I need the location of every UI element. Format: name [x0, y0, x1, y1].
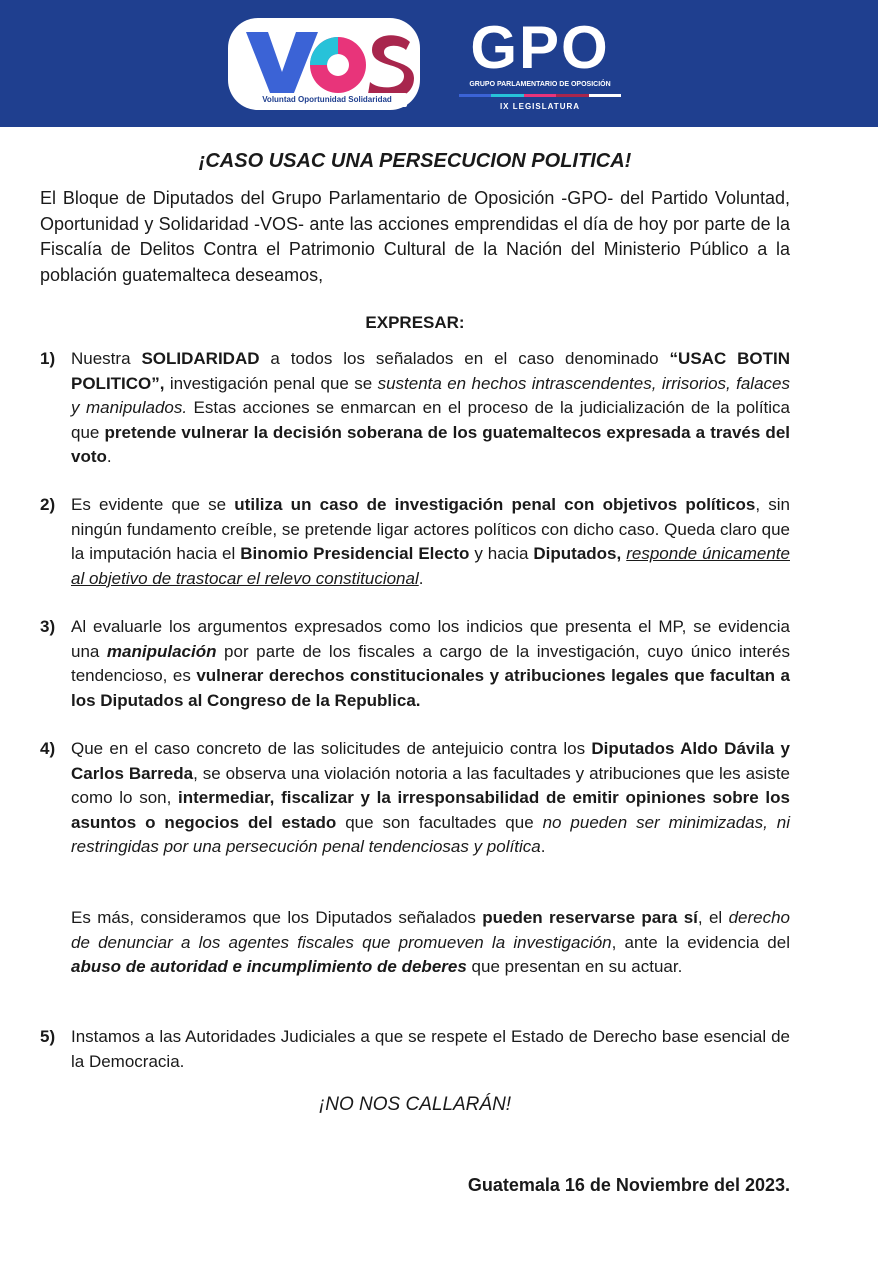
text-segment: . — [106, 447, 112, 466]
list-item-1 — [40, 347, 790, 470]
text-segment: abuso de autoridad e incumplimiento de deberes — [71, 957, 467, 976]
text-segment: . — [418, 568, 424, 588]
text-segment: no pueden ser minimizadas, ni restringidas por una persecución penal tendenciosas y política — [71, 812, 791, 856]
gpo-logo-text: GPO — [470, 14, 610, 81]
text-segment: manipulación — [106, 641, 217, 661]
text-segment: a todos los señalados en el caso denominado — [259, 349, 670, 368]
text-segment: pretende vulnerar la decisión soberana de los guatemaltecos expresada a través del voto — [71, 422, 790, 466]
item-number: 3) — [40, 617, 56, 636]
document-title: ¡CASO USAC UNA PERSECUCION POLITICA! — [198, 150, 632, 172]
expresar-heading: EXPRESAR: — [365, 313, 465, 332]
text-segment: responde únicamente al objetivo de trastocar el relevo constitucional — [71, 544, 790, 588]
list-item-4 — [40, 737, 790, 860]
text-segment: “USAC BOTIN POLITICO”, — [71, 349, 791, 393]
text-segment: derecho de denunciar a los agentes fiscales que promueven la investigación — [71, 908, 791, 952]
text-segment: Diputados, — [533, 544, 622, 563]
text-segment: Estas acciones se enmarcan en el proceso de la judicialización de la política que — [71, 398, 791, 442]
text-segment: pueden reservarse para sí — [482, 908, 698, 927]
closing-slogan: ¡NO NOS CALLARÁN! — [318, 1094, 512, 1115]
item-number: 1) — [40, 349, 56, 368]
text-segment: Instamos a las Autoridades Judiciales a que se respete el Estado de Derecho base esencial de la Democracia. — [71, 1027, 790, 1071]
item-number: 2) — [40, 495, 56, 514]
text-segment: que presentan en su actuar. — [466, 957, 683, 976]
date-line: Guatemala 16 de Noviembre del 2023. — [467, 1175, 790, 1195]
text-segment: , ante la evidencia del — [611, 932, 790, 952]
text-segment: investigación penal que se — [164, 373, 378, 393]
text-segment: Que en el caso concreto de las solicitudes de antejuicio contra los — [71, 739, 592, 758]
text-segment: Es más, consideramos que los Diputados señalados — [71, 908, 483, 927]
item-text — [71, 906, 790, 980]
text-segment: Nuestra — [71, 349, 142, 368]
list-item-5 — [40, 1025, 790, 1074]
item-text — [71, 493, 790, 591]
text-segment: Es evidente que se — [71, 495, 235, 514]
gpo-subtitle: GRUPO PARLAMENTARIO DE OPOSICIÓN — [469, 81, 611, 88]
item-text — [71, 347, 790, 470]
text-segment: sustenta en hechos intrascendentes, irrisorios, falaces y manipulados. — [71, 373, 790, 417]
text-segment: y hacia — [469, 544, 534, 563]
text-segment: Al evaluarle los argumentos expresados como los indicios que presenta el MP, se evidencia una — [71, 617, 790, 661]
text-segment: Binomio Presidencial Electo — [240, 544, 470, 563]
gpo-logo — [455, 14, 625, 113]
text-segment: Diputados Aldo Dávila y Carlos Barreda — [71, 739, 790, 783]
list-item-4-continued — [40, 906, 790, 980]
item-text — [71, 615, 790, 713]
letterhead-banner — [0, 0, 878, 127]
vos-tagline: Voluntad Oportunidad Solidaridad — [247, 93, 407, 107]
text-segment: . — [540, 837, 546, 856]
item-text — [71, 737, 790, 860]
text-segment: , el — [697, 908, 729, 927]
gpo-color-bar — [459, 94, 621, 97]
item-number: 4) — [40, 739, 56, 758]
text-segment: , se observa una violación notoria a las facultades y atribuciones que les asiste como lo son, — [71, 763, 791, 807]
text-segment: SOLIDARIDAD — [141, 349, 260, 368]
gpo-legislature: IX LEGISLATURA — [499, 102, 581, 111]
item-number: 5) — [40, 1027, 56, 1046]
intro-paragraph: El Bloque de Diputados del Grupo Parlamentario de Oposición -GPO- del Partido Voluntad, Oportunidad y Solidaridad -VOS- ante las acciones emprendidas el día de hoy por parte de la Fiscalía de Delitos Contra el Patrimonio Cultural de la Nación del Ministerio Público a la población guatemalteca deseamos, — [40, 188, 790, 285]
text-segment: utiliza un caso de investigación penal con objetivos políticos — [234, 495, 756, 514]
text-segment: intermediar, fiscalizar y la irresponsabilidad de emitir opiniones sobre los asuntos o negocios del estado — [71, 788, 790, 832]
text-segment: , sin ningún fundamento creíble, se pretende ligar actores políticos con dicho caso. Queda claro que la imputación hacia el — [71, 495, 790, 563]
list-item-3 — [40, 615, 790, 713]
text-segment: vulnerar derechos constitucionales y atribuciones legales que facultan a los Diputados al Congreso de la Republica. — [71, 666, 791, 710]
list-item-2 — [40, 493, 790, 591]
item-text — [71, 1025, 790, 1074]
text-segment: por parte de los fiscales a cargo de la investigación, cuyo único interés tendencioso, es — [71, 641, 790, 685]
text-segment: que son facultades que — [336, 812, 543, 832]
